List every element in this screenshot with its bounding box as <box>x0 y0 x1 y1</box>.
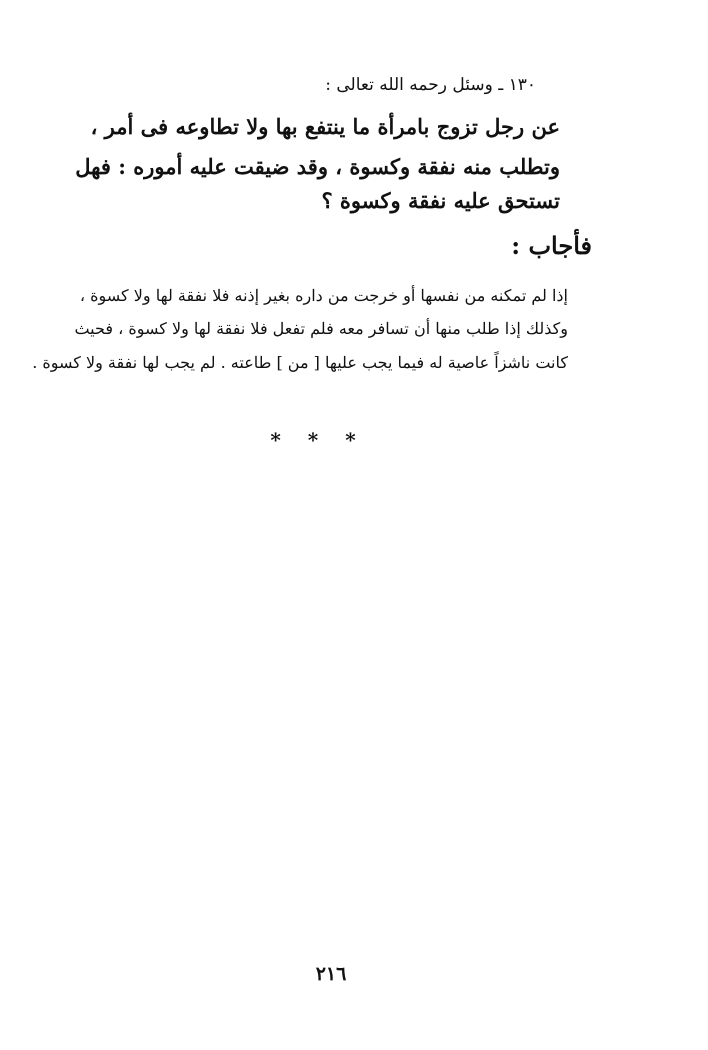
answer-line-3: كانت ناشزاً عاصية له فيما يجب عليها [ من ] طاعته . لم يجب لها نفقة ولا كسوة . <box>32 353 568 372</box>
page-number: ٢١٦ <box>315 963 347 985</box>
answer-line-1: إذا لم تمكنه من نفسها أو خرجت من داره بغير إذنه فلا نفقة لها ولا كسوة ، <box>79 286 568 305</box>
section-separator: * * * <box>270 428 366 452</box>
question-line-1: عن رجل تزوج بامرأة ما ينتفع بها ولا تطاوعه فى أمر ، <box>90 114 560 139</box>
answer-line-2: وكذلك إذا طلب منها أن تسافر معه فلم تفعل فلا نفقة لها ولا كسوة ، فحيث <box>74 319 568 338</box>
question-line-3: تستحق عليه نفقة وكسوة ؟ <box>321 188 560 213</box>
answer-heading: فأجاب : <box>511 231 592 260</box>
question-line-2: وتطلب منه نفقة وكسوة ، وقد ضيقت عليه أموره : فهل <box>75 154 560 179</box>
question-heading: ١٣٠ ـ وسئل رحمه الله تعالى : <box>325 75 536 95</box>
